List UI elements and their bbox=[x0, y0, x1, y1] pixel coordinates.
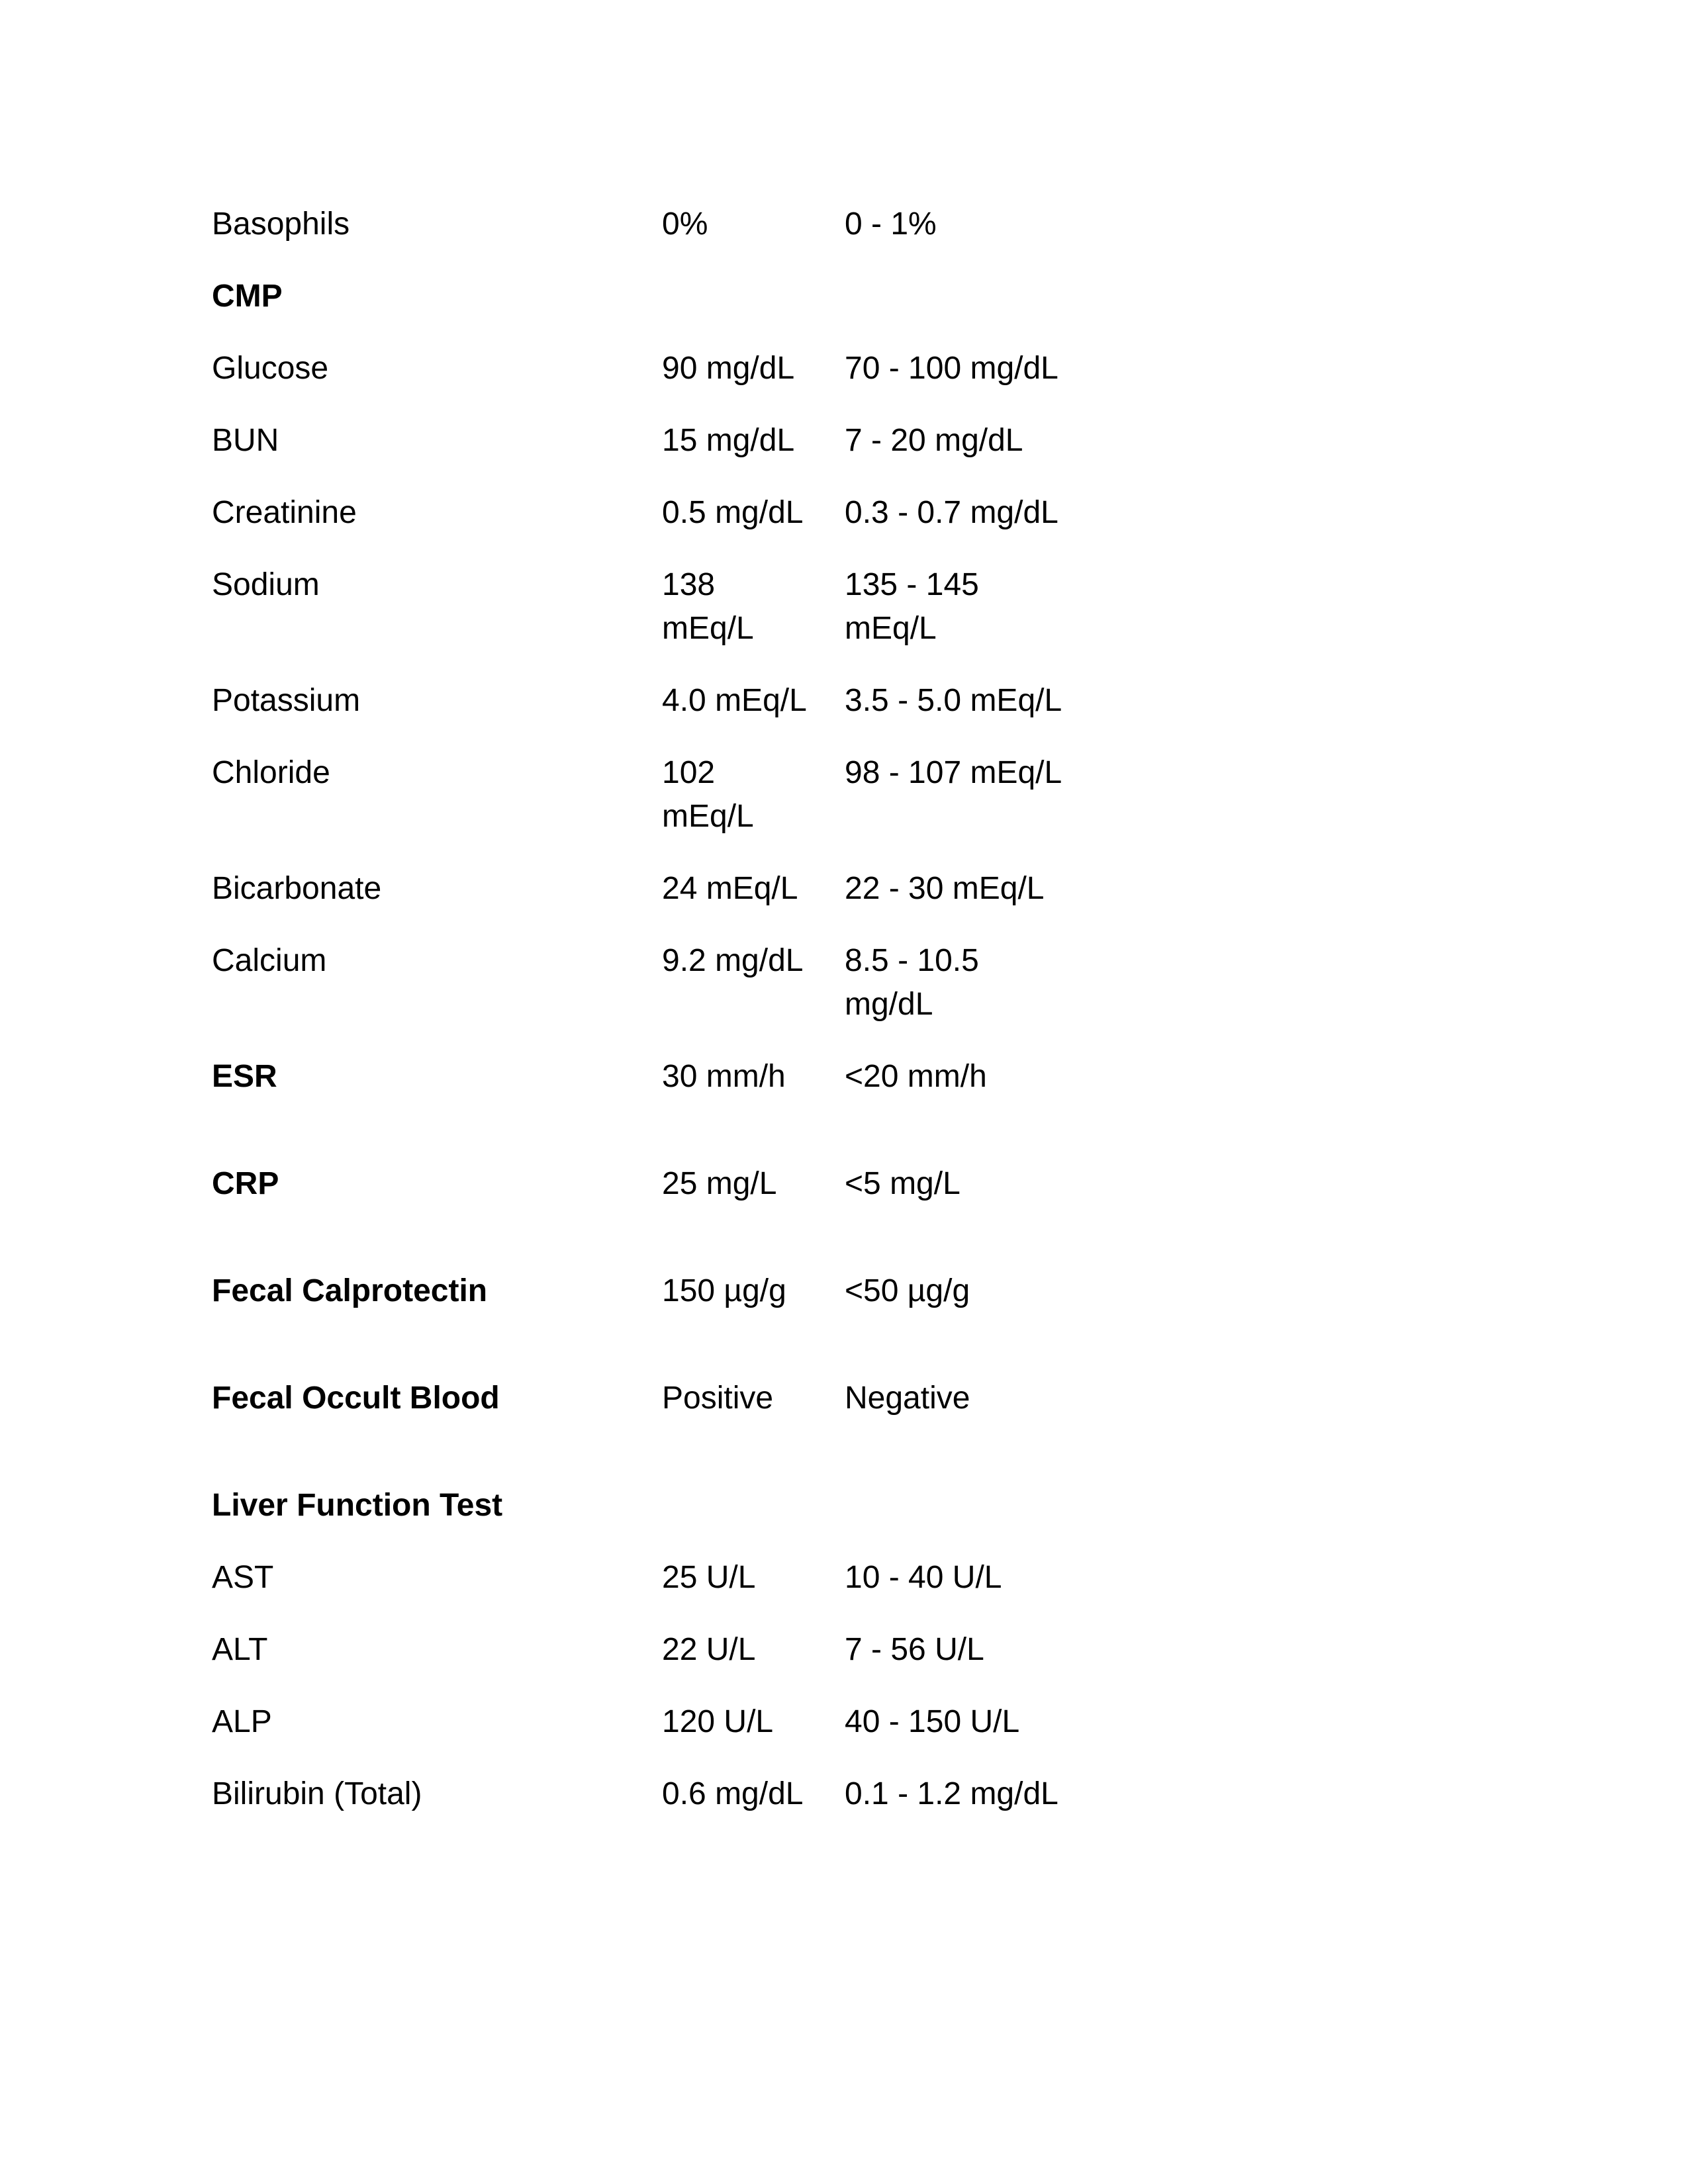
section-title: CMP bbox=[212, 279, 283, 314]
test-value: 0.5 mg/dL bbox=[662, 495, 804, 530]
table-row-alp bbox=[212, 1700, 1139, 1772]
test-value: 30 mm/h bbox=[662, 1059, 786, 1094]
test-value: 150 µg/g bbox=[662, 1273, 786, 1308]
table-row-sodium bbox=[212, 563, 1139, 679]
test-value: 15 mg/dL bbox=[662, 423, 795, 458]
reference-range: 7 - 20 mg/dL bbox=[845, 423, 1023, 458]
table-row-esr bbox=[212, 1055, 1139, 1162]
table-row-potassium bbox=[212, 679, 1139, 751]
test-value: 9.2 mg/dL bbox=[662, 943, 804, 978]
test-name: ALP bbox=[212, 1704, 272, 1739]
section-title: Liver Function Test bbox=[212, 1488, 503, 1523]
test-name: CRP bbox=[212, 1166, 279, 1201]
table-row-bilirubin-total bbox=[212, 1772, 1139, 1844]
reference-range: 135 - 145 mEq/L bbox=[845, 567, 979, 646]
test-name: Bilirubin (Total) bbox=[212, 1776, 422, 1811]
reference-range: 22 - 30 mEq/L bbox=[845, 871, 1045, 906]
table-row-bun bbox=[212, 419, 1139, 491]
table-row-glucose bbox=[212, 347, 1139, 419]
table-row-basophils bbox=[212, 203, 1139, 275]
table-row-ast bbox=[212, 1556, 1139, 1628]
table-row-bicarbonate bbox=[212, 867, 1139, 939]
test-value: Positive bbox=[662, 1381, 774, 1416]
reference-range: 7 - 56 U/L bbox=[845, 1632, 984, 1667]
test-name: Creatinine bbox=[212, 495, 357, 530]
test-value: 102 mEq/L bbox=[662, 755, 754, 834]
table-row-fecal-calprotectin bbox=[212, 1269, 1139, 1377]
test-value: 25 mg/L bbox=[662, 1166, 777, 1201]
table-row-calcium bbox=[212, 939, 1139, 1055]
reference-range: 3.5 - 5.0 mEq/L bbox=[845, 683, 1062, 718]
reference-range: <5 mg/L bbox=[845, 1166, 961, 1201]
reference-range: 10 - 40 U/L bbox=[845, 1560, 1002, 1595]
section-header-liver-function-test bbox=[212, 1484, 1139, 1556]
test-value: 138 mEq/L bbox=[662, 567, 754, 646]
test-name: AST bbox=[212, 1560, 274, 1595]
test-name: Sodium bbox=[212, 567, 320, 602]
reference-range: 70 - 100 mg/dL bbox=[845, 351, 1058, 386]
test-value: 24 mEq/L bbox=[662, 871, 798, 906]
test-name: BUN bbox=[212, 423, 279, 458]
test-value: 4.0 mEq/L bbox=[662, 683, 807, 718]
test-name: Glucose bbox=[212, 351, 329, 386]
reference-range: <50 µg/g bbox=[845, 1273, 970, 1308]
reference-range: 98 - 107 mEq/L bbox=[845, 755, 1062, 790]
test-name: Bicarbonate bbox=[212, 871, 382, 906]
reference-range: 8.5 - 10.5 mg/dL bbox=[845, 943, 979, 1022]
test-name: Chloride bbox=[212, 755, 330, 790]
test-value: 22 U/L bbox=[662, 1632, 756, 1667]
test-value: 90 mg/dL bbox=[662, 351, 795, 386]
test-value: 25 U/L bbox=[662, 1560, 756, 1595]
test-value: 0.6 mg/dL bbox=[662, 1776, 804, 1811]
test-name: Potassium bbox=[212, 683, 361, 718]
reference-range: Negative bbox=[845, 1381, 970, 1416]
table-row-creatinine bbox=[212, 491, 1139, 563]
section-header-cmp bbox=[212, 275, 1139, 347]
reference-range: 40 - 150 U/L bbox=[845, 1704, 1020, 1739]
table-row-crp bbox=[212, 1162, 1139, 1269]
test-name: ALT bbox=[212, 1632, 268, 1667]
table-row-fecal-occult-blood bbox=[212, 1377, 1139, 1484]
test-value: 120 U/L bbox=[662, 1704, 774, 1739]
reference-range: <20 mm/h bbox=[845, 1059, 987, 1094]
test-name: Basophils bbox=[212, 206, 350, 242]
reference-range: 0.3 - 0.7 mg/dL bbox=[845, 495, 1058, 530]
test-name: ESR bbox=[212, 1059, 277, 1094]
test-value: 0% bbox=[662, 206, 708, 242]
table-row-alt bbox=[212, 1628, 1139, 1700]
reference-range: 0.1 - 1.2 mg/dL bbox=[845, 1776, 1058, 1811]
reference-range: 0 - 1% bbox=[845, 206, 937, 242]
test-name: Calcium bbox=[212, 943, 327, 978]
lab-results-table bbox=[212, 203, 1139, 1844]
test-name: Fecal Calprotectin bbox=[212, 1273, 488, 1308]
table-row-chloride bbox=[212, 751, 1139, 867]
test-name: Fecal Occult Blood bbox=[212, 1381, 500, 1416]
